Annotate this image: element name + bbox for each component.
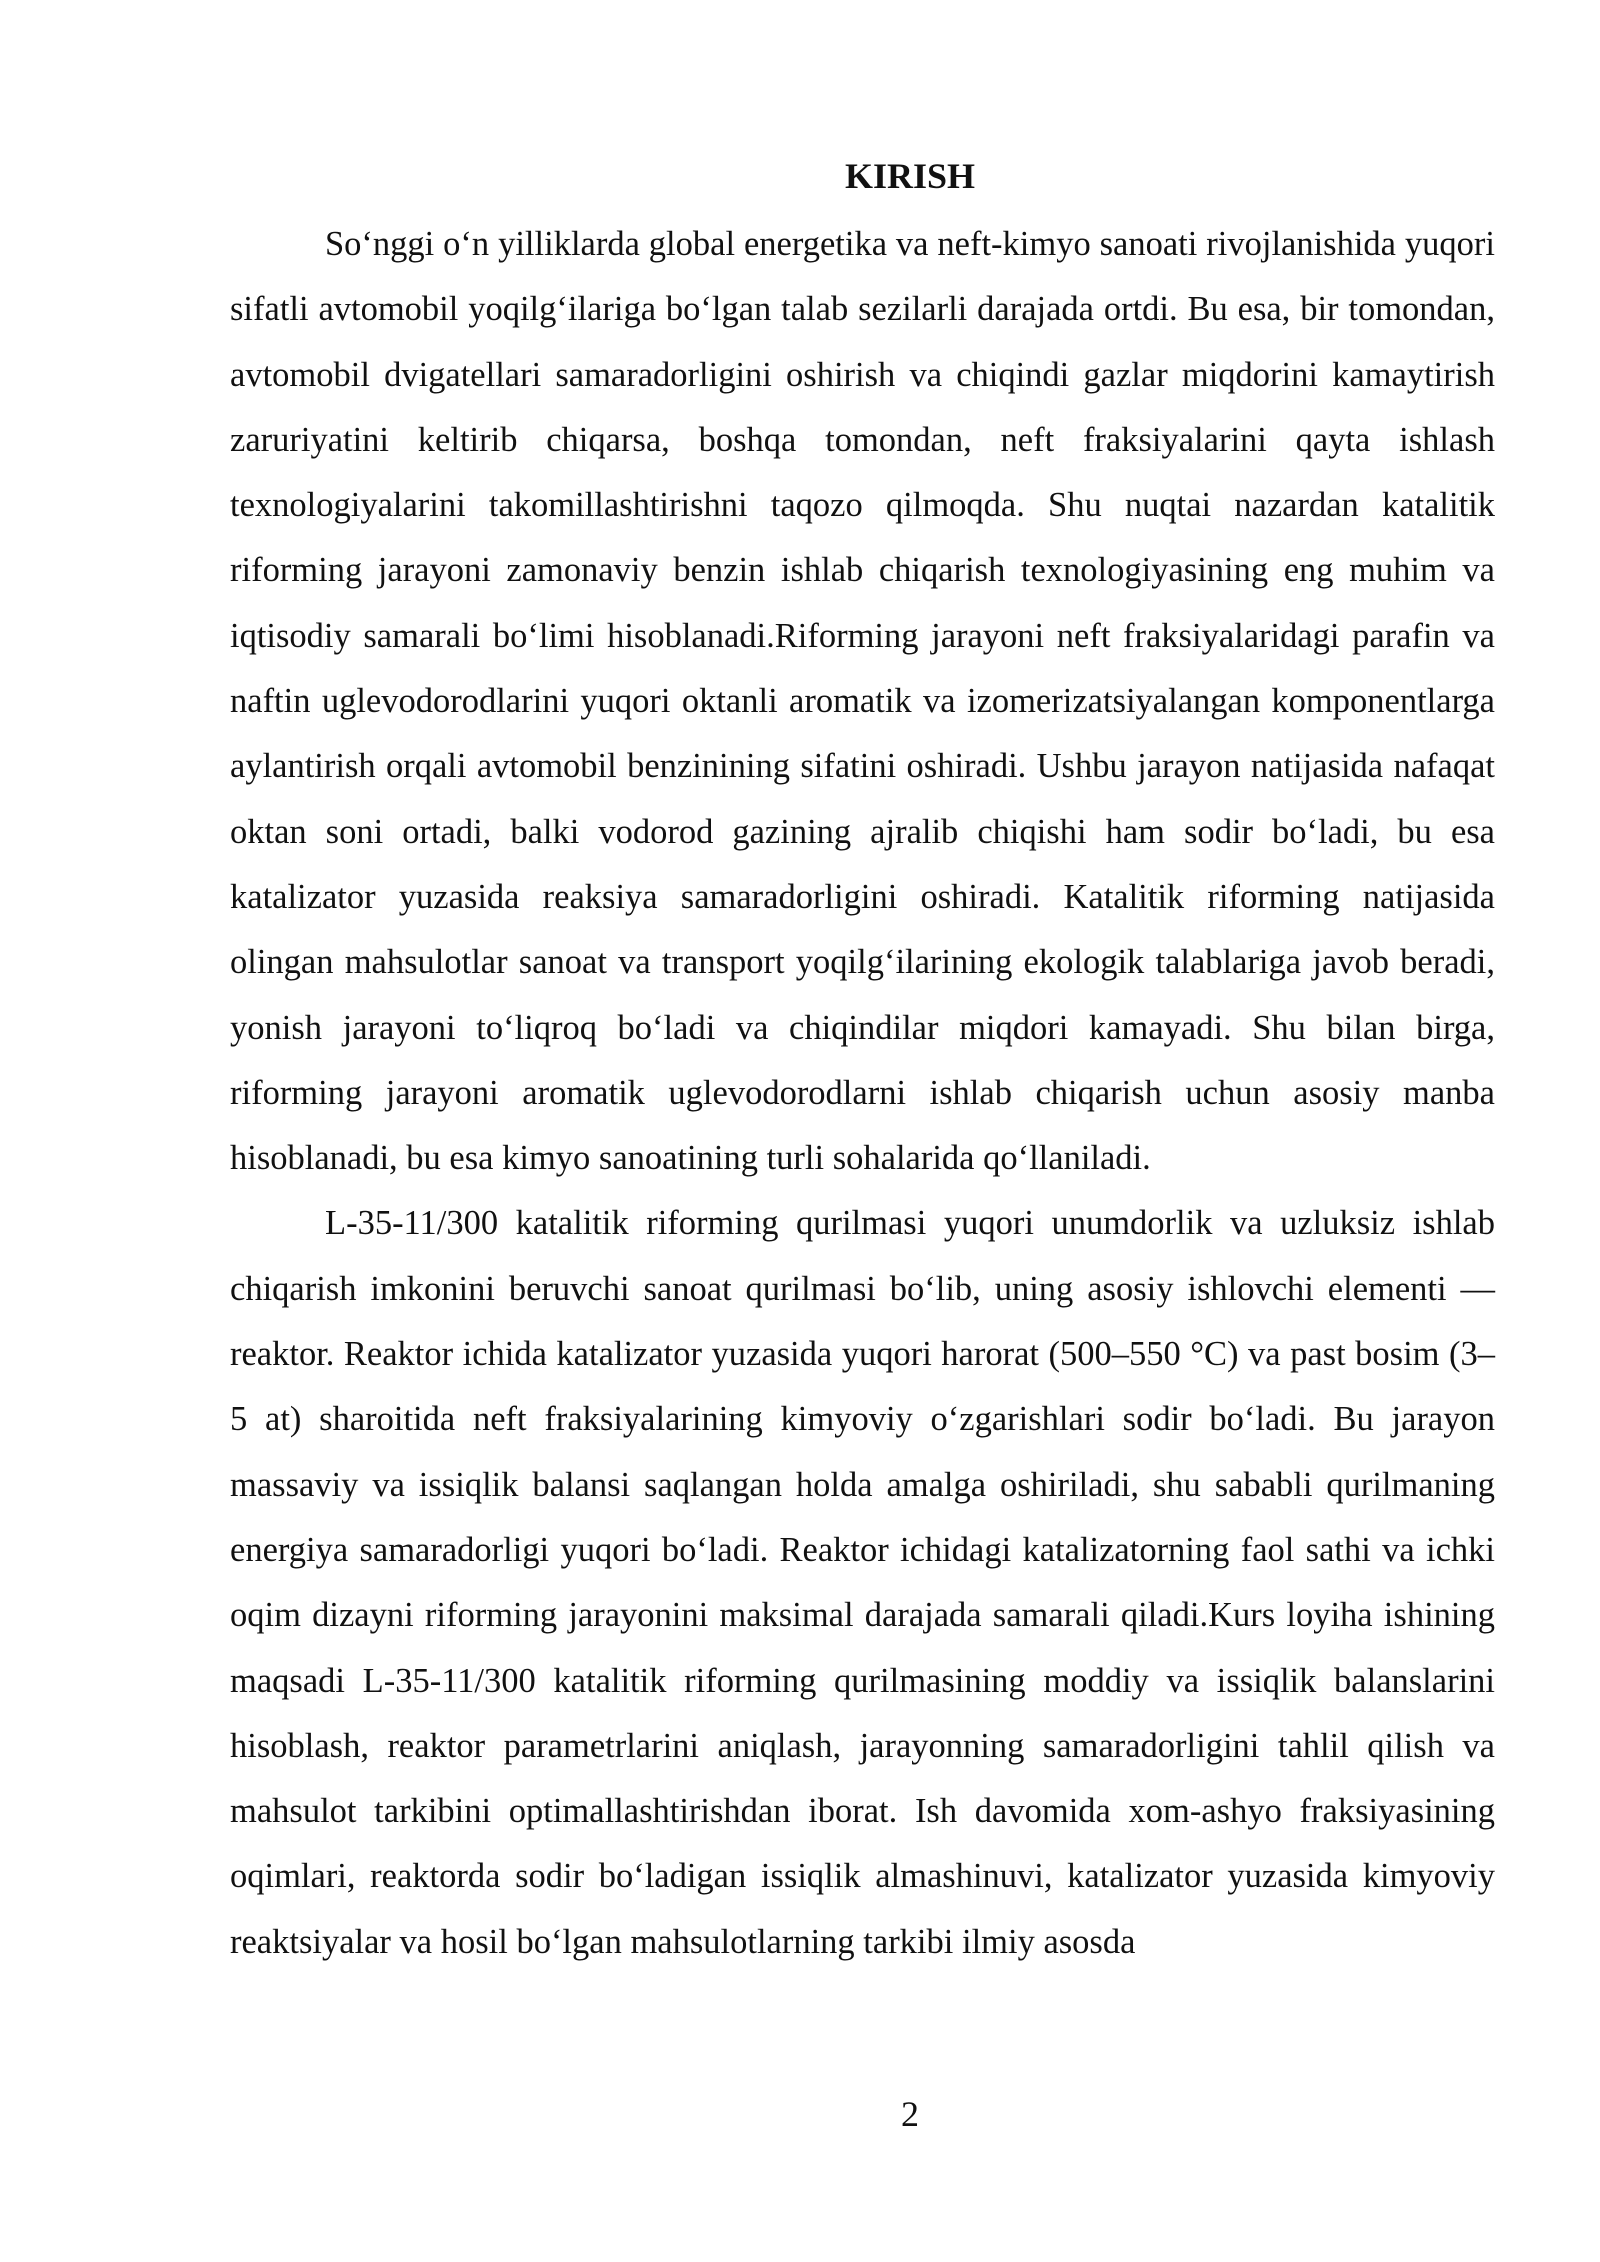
- body-text: [230, 212, 1495, 1975]
- paragraph-intro: So‘nggi o‘n yilliklarda global energetika va neft-kimyo sanoati rivojlanishida yuqori sifatli avtomobil yoqilg‘ilariga bo‘lgan talab sezilarli darajada ortdi. Bu esa, bir tomondan, avtomobil dvigatellari samaradorligini oshirish va chiqindi gazlar miqdorini kamaytirish zaruriyatini keltirib chiqarsa, boshqa tomondan, neft fraksiyalarini qayta ishlash texnologiyalarini takomillashtirishni taqozo qilmoqda. Shu nuqtai nazardan katalitik riforming jarayoni zamonaviy benzin ishlab chiqarish texnologiyasining eng muhim va iqtisodiy samarali bo‘limi hisoblanadi.Riforming jarayoni neft fraksiyalaridagi parafin va naftin uglevodorodlarini yuqori oktanli aromatik va izomerizatsiyalangan komponentlarga aylantirish orqali avtomobil benzinining sifatini oshiradi. Ushbu jarayon natijasida nafaqat oktan soni ortadi, balki vodorod gazining ajralib chiqishi ham sodir bo‘ladi, bu esa katalizator yuzasida reaksiya samaradorligini oshiradi. Katalitik riforming natijasida olingan mahsulotlar sanoat va transport yoqilg‘ilarining ekologik talablariga javob beradi, yonish jarayoni to‘liqroq bo‘ladi va chiqindilar miqdori kamayadi. Shu bilan birga, riforming jarayoni aromatik uglevodorodlarni ishlab chiqarish uchun asosiy manba hisoblanadi, bu esa kimyo sanoatining turli sohalarida qo‘llaniladi.: [230, 225, 1495, 1178]
- paragraph-reactor: L-35-11/300 katalitik riforming qurilmasi yuqori unumdorlik va uzluksiz ishlab chiqarish imkonini beruvchi sanoat qurilmasi bo‘lib, uning asosiy ishlovchi elementi — reaktor. Reaktor ichida katalizator yuzasida yuqori harorat (500–550 °C) va past bosim (3–5 at) sharoitida neft fraksiyalarining kimyoviy o‘zgarishlari sodir bo‘ladi. Bu jarayon massaviy va issiqlik balansi saqlangan holda amalga oshiriladi, shu sababli qurilmaning energiya samaradorligi yuqori bo‘ladi. Reaktor ichidagi katalizatorning faol sathi va ichki oqim dizayni riforming jarayonini maksimal darajada samarali qiladi.Kurs loyiha ishining maqsadi L-35-11/300 katalitik riforming qurilmasining moddiy va issiqlik balanslarini hisoblash, reaktor parametrlarini aniqlash, jarayonning samaradorligini tahlil qilish va mahsulot tarkibini optimallashtirishdan iborat. Ish davomida xom-ashyo fraksiyasining oqimlari, reaktorda sodir bo‘ladigan issiqlik almashinuvi, katalizator yuzasida kimyoviy reaktsiyalar va hosil bo‘lgan mahsulotlarning tarkibi ilmiy asosda: [230, 1204, 1495, 1961]
- section-heading: KIRISH: [844, 156, 976, 196]
- page-number: 2: [901, 2094, 919, 2134]
